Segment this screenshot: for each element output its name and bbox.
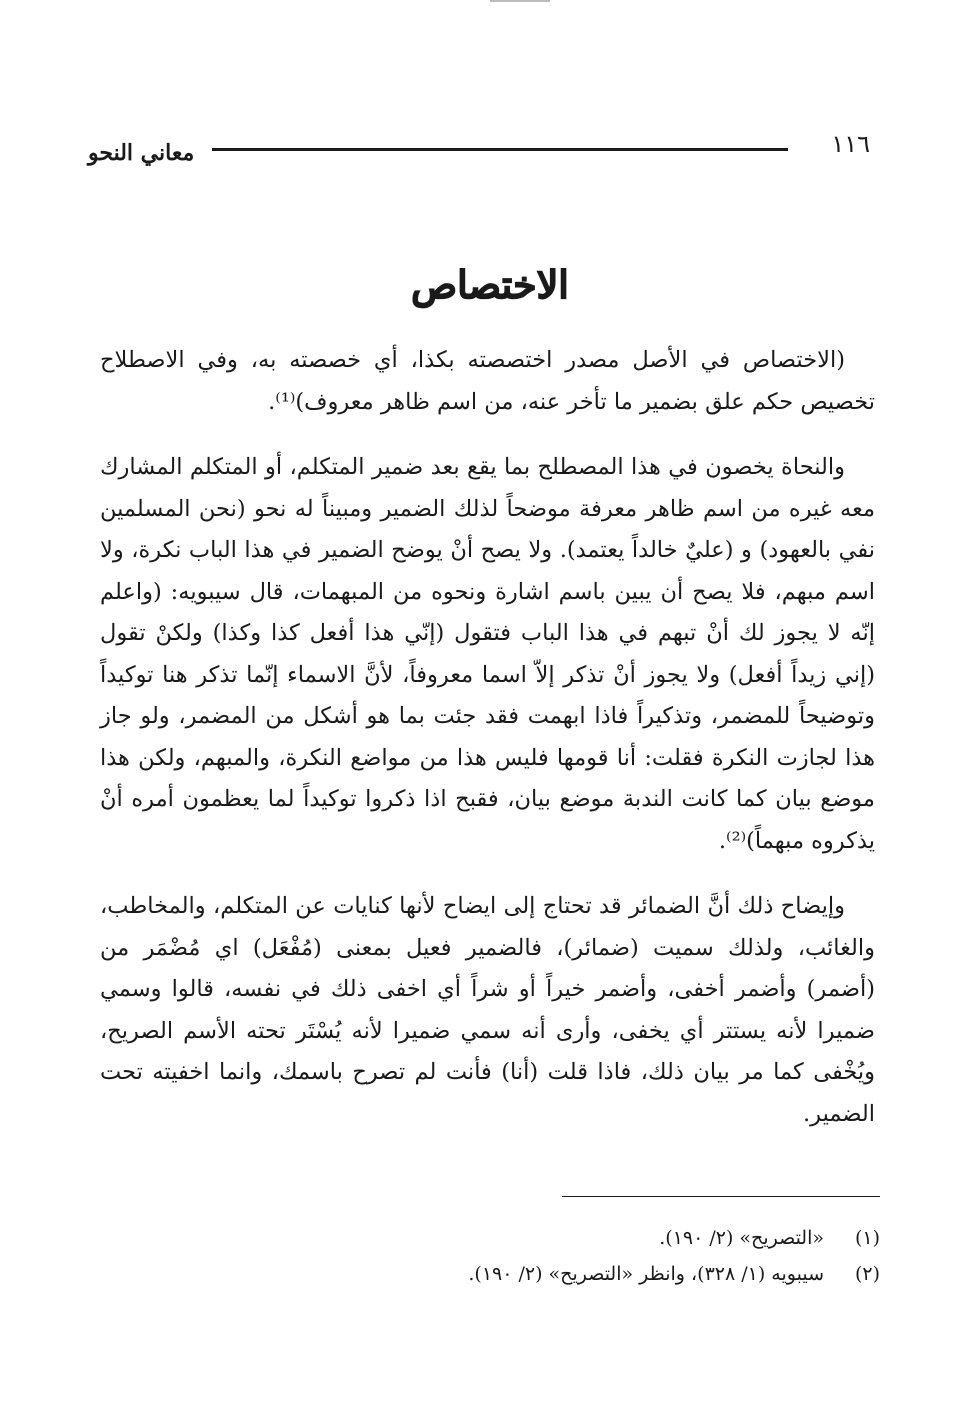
paragraph-definition: (الاختصاص في الأصل مصدر اختصصته بكذا، أي خصصته به، وفي الاصطلاح تخصيص حكم علق بضمير ما تأخر عنه، من اسم ظاهر معروف)⁽¹⁾. (100, 347, 875, 415)
header-rule (212, 148, 788, 151)
chapter-title: الاختصاص (411, 262, 569, 307)
footnote-number: (٢) (854, 1263, 880, 1285)
page-header (88, 128, 878, 168)
paragraph-grammarians: والنحاة يخصون في هذا المصطلح بما يقع بعد ضمير المتكلم، أو المتكلم المشارك معه غيره من اسم ظاهر معرفة موضحاً لذلك الضمير ومبيناً له نحو (نحن المسلمين نفي بالعهود) و (عليٌ خالداً يعتمد). ولا يصح أنْ يوضح الضمير في هذا الباب نكرة، ولا اسم مبهم، فلا يصح أن يبين باسم اشارة ونحوه من المبهمات، قال سيبويه: (واعلم إنّه لا يجوز لك أنْ تبهم في هذا الباب فتقول (إنّي هذا أفعل كذا وكذا) ولكنْ تقول (إني زيداً أفعل) ولا يجوز أنْ تذكر إلاّ اسما معروفاً، لأنَّ الاسماء إنّما تذكر هنا توكيداً وتوضيحاً للمضمر، وتذكيراً فاذا ابهمت فقد جئت بما هو أشكل من المضمر، ولو جاز هذا لجازت النكرة فقلت: أنا قومها فليس هذا من مواضع النكرة، والمبهم، ولكن هذا موضع بيان كما كانت الندبة موضع بيان، فقبح اذا ذكروا توكيداً لما يعظمون أمره أنْ يذكروه مبهماً)⁽²⁾. (100, 454, 875, 854)
footnote-item (105, 1256, 880, 1292)
running-title: معاني النحو (88, 140, 195, 166)
page-number: ١١٦ (831, 130, 870, 158)
scan-edge-mark (490, 0, 550, 2)
footnotes (105, 1220, 880, 1292)
paragraph-explanation: وإيضاح ذلك أنَّ الضمائر قد تحتاج إلى ايضاح لأنها كنايات عن المتكلم، والمخاطب، والغائب، ولذلك سميت (ضمائر)، فالضمير فعيل بمعنى (مُفْعَل) اي مُضْمَر من (أضمر) وأضمر أخفى، وأضمر خيراً أو شراً أي اخفى ذلك في نفسه، قالوا وسمي ضميرا لأنه يستتر أي يخفى، وأرى أنه سمي ضميرا لأنه يُسْتَر تحته الأسم الصريح، ويُخْفى كما مر بيان ذلك، فاذا قلت (أنا) فأنت لم تصرح باسمك، وانما اخفيته تحت الضمير. (100, 893, 875, 1127)
footnote-text: «التصريح» (٢/ ١٩٠). (659, 1227, 824, 1249)
footnote-item (105, 1220, 880, 1256)
main-text (100, 340, 875, 1159)
footnote-text: سيبويه (١/ ٣٢٨)، وانظر «التصريح» (٢/ ١٩٠). (468, 1263, 824, 1285)
footnote-number: (١) (854, 1227, 880, 1249)
footnote-rule (562, 1196, 880, 1197)
